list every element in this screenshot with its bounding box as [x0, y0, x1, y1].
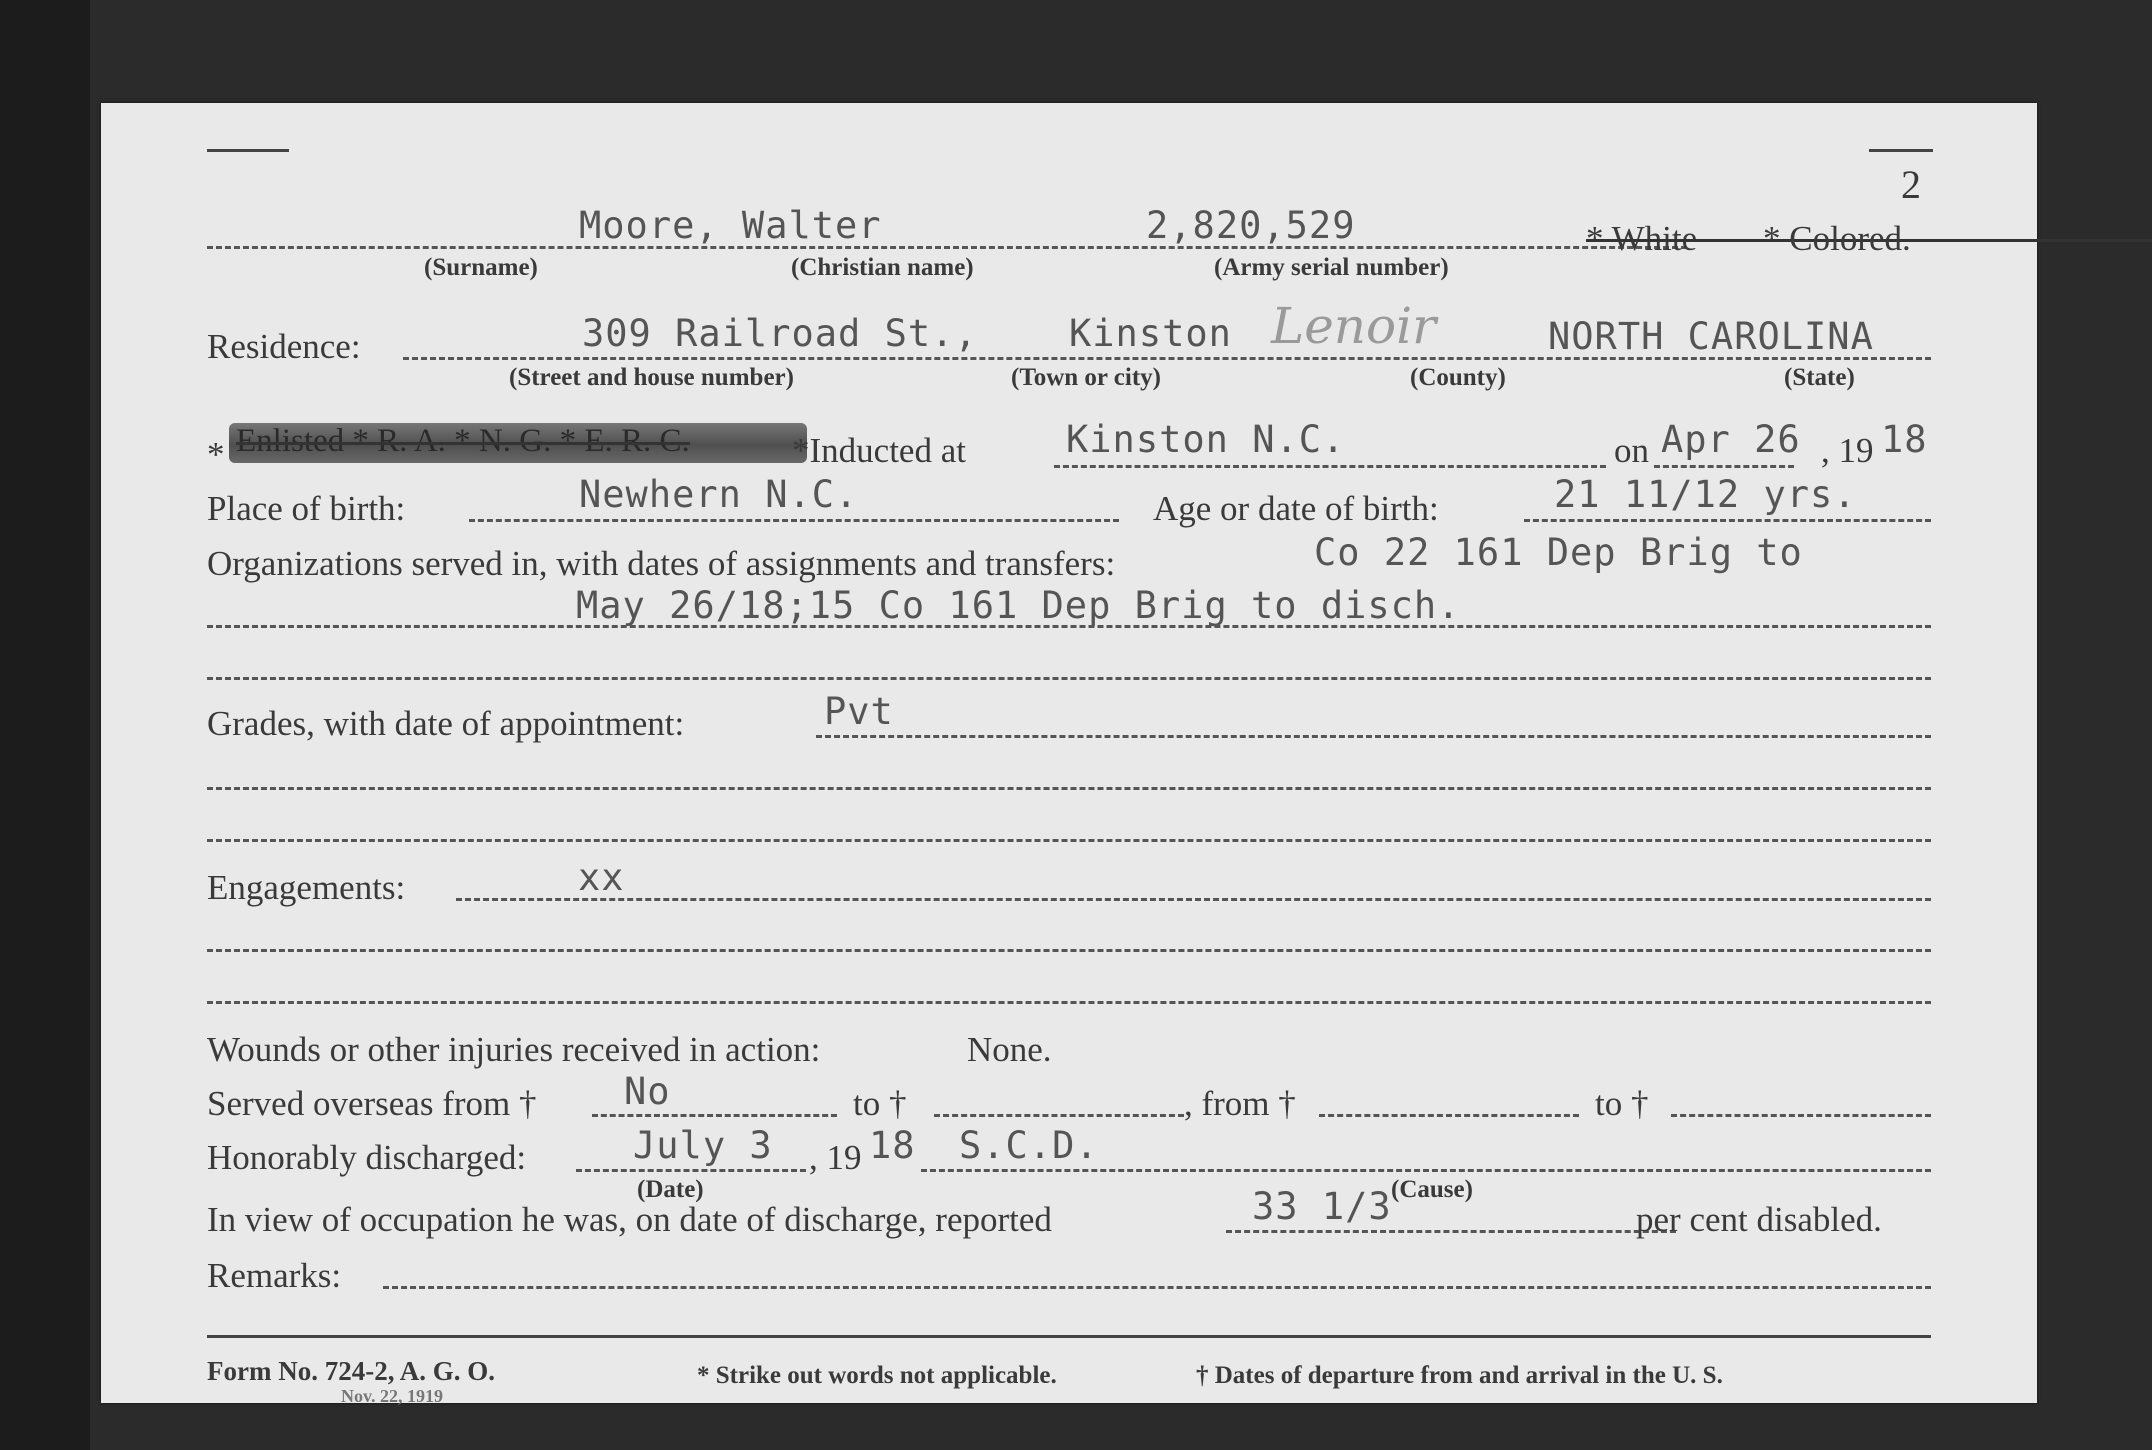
- engagements-line: [456, 898, 1931, 901]
- discharge-year-suffix: 18: [869, 1124, 916, 1167]
- discharge-label: Honorably discharged:: [207, 1138, 527, 1177]
- label-state: (State): [1784, 364, 1855, 391]
- discharge-cause: S.C.D.: [959, 1124, 1099, 1167]
- birth-place-label: Place of birth:: [207, 489, 406, 528]
- residence-city: Kinston: [1069, 312, 1232, 355]
- organizations-line-b: [207, 677, 1931, 680]
- engagements-line-b: [207, 949, 1931, 952]
- name-line: [207, 246, 1687, 249]
- remarks-line: [383, 1286, 1931, 1289]
- grades-line: [816, 735, 1931, 738]
- overseas-to-line: [934, 1114, 1184, 1117]
- label-discharge-cause: (Cause): [1391, 1176, 1473, 1203]
- race-colored: * Colored.: [1763, 219, 1911, 258]
- discharge-date-line: [576, 1169, 806, 1172]
- engagements-line-c: [207, 1001, 1931, 1004]
- label-surname: (Surname): [424, 254, 538, 281]
- induction-date-line: [1654, 465, 1794, 468]
- disability-line: [1226, 1230, 1676, 1233]
- induction-year-suffix: 18: [1881, 418, 1928, 461]
- race-white-struck: * White: [1586, 221, 2152, 256]
- residence-state: NORTH CAROLINA: [1548, 315, 1874, 358]
- discharge-year-prefix: , 19: [809, 1138, 862, 1177]
- residence-street: 309 Railroad St.,: [582, 312, 978, 355]
- disability-suffix: per cent disabled.: [1636, 1200, 1882, 1239]
- age-label: Age or date of birth:: [1153, 489, 1439, 528]
- label-christian-name: (Christian name): [791, 254, 974, 281]
- name-value: Moore, Walter: [579, 204, 882, 247]
- birth-place-value: Newhern N.C.: [579, 473, 859, 516]
- overseas-to-label: to †: [853, 1084, 907, 1123]
- overseas-to2-label: to †: [1595, 1084, 1649, 1123]
- overseas-from2-label: , from †: [1184, 1084, 1296, 1123]
- induction-year-prefix: , 19: [1821, 431, 1874, 470]
- wounds-label: Wounds or other injuries received in action:: [207, 1030, 821, 1069]
- inducted-place: Kinston N.C.: [1066, 418, 1346, 461]
- service-record-card: [101, 103, 2037, 1406]
- struck-enlistment-text: Enlisted * R. A. * N. G. * E. R. C.: [236, 423, 690, 459]
- overseas-from-label: Served overseas from †: [207, 1084, 537, 1123]
- inducted-line: [1054, 465, 1606, 468]
- grades-value: Pvt: [824, 690, 894, 733]
- footnote-strike: * Strike out words not applicable.: [697, 1362, 1057, 1389]
- label-county: (County): [1410, 364, 1506, 391]
- footnote-dates: † Dates of departure from and arrival in the U. S.: [1196, 1362, 1723, 1389]
- induction-date: Apr 26: [1661, 418, 1801, 461]
- disability-label: In view of occupation he was, on date of discharge, reported: [207, 1200, 1052, 1239]
- label-discharge-date: (Date): [637, 1176, 704, 1203]
- birth-place-line: [469, 519, 1119, 522]
- wounds-value: None.: [967, 1030, 1052, 1069]
- engagements-label: Engagements:: [207, 868, 406, 907]
- overseas-from-value: No: [624, 1070, 671, 1113]
- induction-star: *: [207, 435, 225, 474]
- on-label: on: [1614, 431, 1649, 470]
- age-value: 21 11/12 yrs.: [1554, 473, 1857, 516]
- disability-value: 33 1/3: [1252, 1185, 1392, 1228]
- residence-label: Residence:: [207, 327, 361, 366]
- grades-line-c: [207, 839, 1931, 842]
- overseas-to2-line: [1671, 1114, 1931, 1117]
- discharge-date: July 3: [633, 1124, 773, 1167]
- remarks-line-b: [207, 1335, 1931, 1338]
- label-serial-number: (Army serial number): [1214, 254, 1449, 281]
- organizations-line2: May 26/18;15 Co 161 Dep Brig to disch.: [576, 584, 1461, 627]
- overseas-from2-line: [1319, 1114, 1579, 1117]
- discharge-cause-line: [921, 1169, 1931, 1172]
- label-city: (Town or city): [1011, 364, 1161, 391]
- inducted-label: *Inducted at: [792, 431, 966, 470]
- form-date: Nov. 22, 1919: [341, 1386, 444, 1406]
- card-number: 2: [1901, 162, 1921, 207]
- serial-value: 2,820,529: [1146, 204, 1356, 247]
- residence-county: Lenoir: [1271, 297, 1436, 355]
- age-line: [1524, 519, 1931, 522]
- grades-line-b: [207, 787, 1931, 790]
- organizations-label: Organizations served in, with dates of assignments and transfers:: [207, 544, 1116, 583]
- scan-background: [0, 0, 90, 1450]
- form-number: Form No. 724-2, A. G. O.: [207, 1356, 495, 1386]
- label-street: (Street and house number): [509, 364, 794, 391]
- organizations-line1: Co 22 161 Dep Brig to: [1314, 531, 1803, 574]
- overseas-from-line: [592, 1114, 837, 1117]
- top-right-rule: [1869, 149, 1933, 152]
- engagements-value: xx: [578, 856, 625, 899]
- remarks-label: Remarks:: [207, 1256, 342, 1295]
- grades-label: Grades, with date of appointment:: [207, 704, 685, 743]
- organizations-line-a: [207, 625, 1931, 628]
- top-left-rule: [207, 149, 289, 152]
